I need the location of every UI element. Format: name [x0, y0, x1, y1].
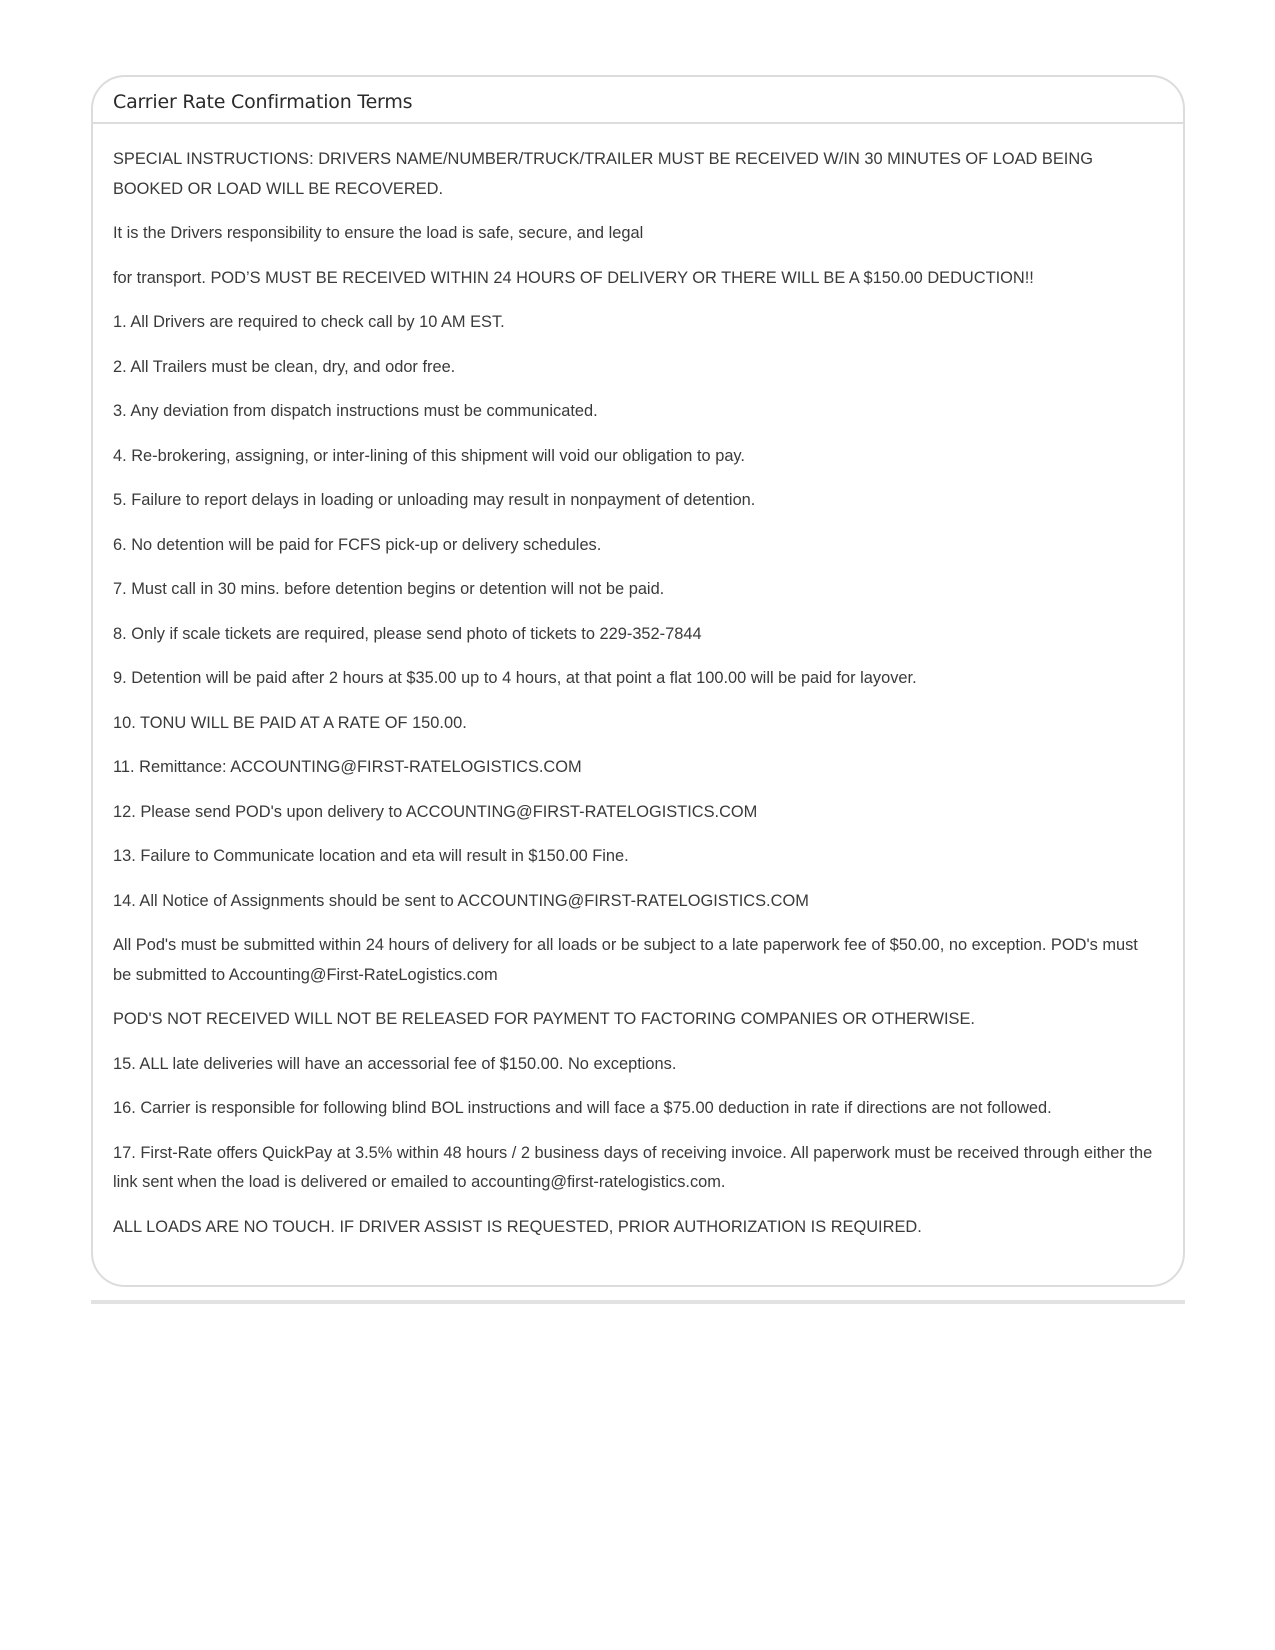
terms-card: [91, 75, 1185, 1287]
term-special-instructions: SPECIAL INSTRUCTIONS: DRIVERS NAME/NUMBER/TRUCK/TRAILER MUST BE RECEIVED W/IN 30 MINUTES OF LOAD BEING BOOKED OR LOAD WILL BE RECOVERED.: [113, 150, 1093, 198]
term-2: 2. All Trailers must be clean, dry, and odor free.: [113, 357, 456, 376]
term-10: 10. TONU WILL BE PAID AT A RATE OF 150.00.: [113, 713, 467, 732]
term-3: 3. Any deviation from dispatch instructions must be communicated.: [113, 402, 598, 420]
term-7: 7. Must call in 30 mins. before detention begins or detention will not be paid.: [113, 580, 665, 598]
term-no-touch: ALL LOADS ARE NO TOUCH. IF DRIVER ASSIST IS REQUESTED, PRIOR AUTHORIZATION IS REQUIRED.: [113, 1217, 922, 1236]
term-1: 1. All Drivers are required to check call by 10 AM EST.: [113, 313, 505, 331]
card-header: [93, 77, 1183, 124]
card-title: Carrier Rate Confirmation Terms: [113, 91, 413, 113]
term-8: 8. Only if scale tickets are required, please send photo of tickets to 229-352-7844: [113, 624, 702, 643]
term-6: 6. No detention will be paid for FCFS pick-up or delivery schedules.: [113, 535, 602, 554]
term-16: 16. Carrier is responsible for following blind BOL instructions and will face a $75.00 deduction in rate if directions are not followed.: [113, 1099, 1052, 1117]
term-14: 14. All Notice of Assignments should be sent to ACCOUNTING@FIRST-RATELOGISTICS.COM: [113, 891, 809, 910]
term-pod-late-fee: All Pod's must be submitted within 24 hours of delivery for all loads or be subject to a late paperwork fee of $50.00, no exception. POD's must be submitted to Accounting@First-RateLogistics.com: [113, 936, 1138, 984]
term-pod-not-released: POD'S NOT RECEIVED WILL NOT BE RELEASED FOR PAYMENT TO FACTORING COMPANIES OR OTHERWISE.: [113, 1010, 975, 1028]
bottom-divider: [91, 1300, 1185, 1304]
term-11: 11. Remittance: ACCOUNTING@FIRST-RATELOGISTICS.COM: [113, 758, 582, 776]
term-9: 9. Detention will be paid after 2 hours at $35.00 up to 4 hours, at that point a flat 100.00 will be paid for layover.: [113, 669, 917, 687]
term-15: 15. ALL late deliveries will have an accessorial fee of $150.00. No exceptions.: [113, 1054, 677, 1073]
term-pod-deduction: for transport. POD’S MUST BE RECEIVED WITHIN 24 HOURS OF DELIVERY OR THERE WILL BE A $150.00 DEDUCTION!!: [113, 268, 1034, 287]
term-4: 4. Re-brokering, assigning, or inter-lining of this shipment will void our obligation to pay.: [113, 446, 745, 465]
term-17: 17. First-Rate offers QuickPay at 3.5% within 48 hours / 2 business days of receiving invoice. All paperwork must be received through either the link sent when the load is delivered or emailed to accounting@first-ratelogistics.com.: [113, 1143, 1153, 1191]
term-driver-responsibility: It is the Drivers responsibility to ensure the load is safe, secure, and legal: [113, 224, 644, 242]
term-5: 5. Failure to report delays in loading or unloading may result in nonpayment of detention.: [113, 491, 756, 509]
term-12: 12. Please send POD's upon delivery to ACCOUNTING@FIRST-RATELOGISTICS.COM: [113, 802, 758, 821]
term-13: 13. Failure to Communicate location and eta will result in $150.00 Fine.: [113, 847, 629, 865]
terms-list: [93, 124, 1183, 1242]
